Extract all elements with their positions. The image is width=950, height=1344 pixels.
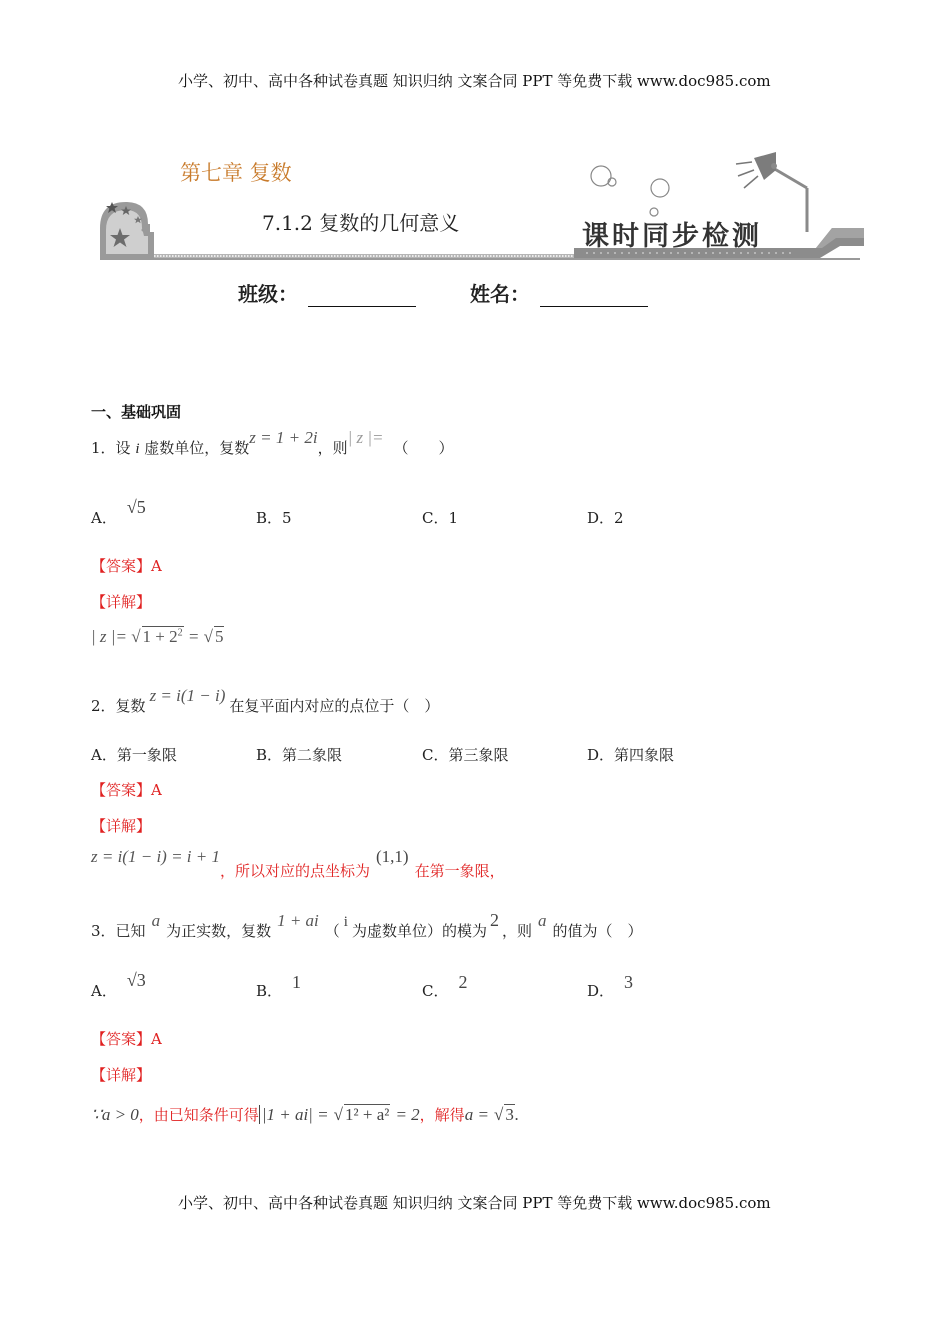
name-field[interactable]	[470, 278, 648, 307]
option-b[interactable]	[256, 972, 302, 1001]
option-label: D．	[587, 982, 615, 1000]
option-value: 5	[282, 509, 292, 527]
answer-tag: 【答案】	[91, 781, 152, 799]
option-label: D．	[587, 509, 615, 527]
question-2-stem	[91, 686, 440, 716]
question-number: 2．	[91, 697, 116, 715]
option-value: 3	[624, 972, 634, 992]
star-badge-icon	[100, 202, 154, 258]
brand-title: 课时同步检测	[582, 221, 762, 252]
chapter-title: 第七章 复数	[180, 161, 292, 185]
class-blank[interactable]	[308, 286, 416, 307]
option-label: A．	[91, 982, 117, 1000]
option-value: 第二象限	[282, 746, 343, 764]
exponent: 2	[177, 627, 183, 639]
math-complex: 1 + ai	[277, 911, 319, 930]
math-eq: =	[187, 627, 200, 646]
explanation-2	[91, 846, 505, 880]
explain-tag-1: 【详解】	[91, 593, 152, 611]
option-label: B．	[256, 509, 283, 527]
answer-value: A	[151, 781, 162, 799]
option-value: 第三象限	[448, 746, 509, 764]
radicand: 1² + a²	[345, 1105, 390, 1124]
option-label: B．	[256, 746, 283, 764]
name-blank[interactable]	[540, 286, 648, 307]
option-value: 2	[614, 509, 624, 527]
math-i: i	[135, 441, 140, 457]
page-header-text: 小学、初中、高中各种试卷真题 知识归纳 文案合同 PPT 等免费下载 www.doc985.com	[178, 72, 771, 90]
option-label: A．	[91, 746, 117, 764]
text: （	[324, 922, 340, 940]
option-b[interactable]	[256, 744, 342, 765]
text: 在复平面内对应的点位于（ ）	[229, 697, 440, 715]
math-a: a	[538, 911, 547, 930]
text: 复数	[115, 697, 146, 715]
math-result: 5	[214, 627, 224, 646]
question-number: 1．	[91, 439, 116, 457]
math-result: 3	[505, 1105, 514, 1124]
option-c[interactable]	[422, 972, 468, 1001]
answer-2	[91, 779, 162, 800]
option-value: 第四象限	[614, 746, 675, 764]
text: ，则	[317, 439, 348, 457]
lesson-title: 7.1.2 复数的几何意义	[262, 211, 460, 235]
math-premise: ∵a > 0	[91, 1105, 139, 1124]
math-two: 2	[489, 910, 499, 930]
math-z: z = i(1 − i)	[149, 686, 226, 705]
option-c[interactable]	[422, 744, 509, 765]
math-abs-z: | z |=	[347, 428, 384, 447]
option-d[interactable]	[587, 972, 634, 1001]
option-label: B．	[256, 982, 283, 1000]
blank-paren: （ ）	[393, 439, 454, 457]
section-title: 一、基础巩固	[91, 403, 182, 421]
class-label: 班级：	[238, 282, 298, 306]
question-3-stem	[91, 910, 643, 941]
math-point: (1,1)	[376, 847, 409, 866]
period: .	[514, 1105, 520, 1124]
explain-text: ，所以对应的点坐标为	[220, 862, 371, 880]
option-value: √5	[126, 497, 146, 517]
option-b[interactable]	[256, 507, 292, 528]
option-d[interactable]	[587, 507, 624, 528]
math-result-lhs: a =	[464, 1105, 489, 1124]
answer-3	[91, 1028, 162, 1049]
option-label: C．	[422, 509, 449, 527]
explain-text: ，解得	[419, 1106, 465, 1124]
page-footer-text: 小学、初中、高中各种试卷真题 知识归纳 文案合同 PPT 等免费下载 www.doc985.com	[178, 1194, 771, 1212]
question-1-stem	[91, 428, 454, 458]
answer-value: A	[151, 1030, 162, 1048]
option-c[interactable]	[422, 507, 458, 528]
option-label: D．	[587, 746, 615, 764]
option-d[interactable]	[587, 744, 674, 765]
option-a[interactable]	[91, 497, 146, 528]
explain-tag-3: 【详解】	[91, 1066, 152, 1084]
answer-value: A	[151, 557, 162, 575]
class-field[interactable]	[238, 278, 416, 307]
answer-tag: 【答案】	[91, 557, 152, 575]
text: 的值为（ ）	[552, 922, 643, 940]
text: 为虚数单位）的模为	[351, 922, 487, 940]
explain-text: 在第一象限，	[414, 862, 505, 880]
math-formula: z = i(1 − i) = i + 1	[91, 847, 220, 866]
math-eq: = 2	[395, 1105, 420, 1124]
explain-tag-2: 【详解】	[91, 817, 152, 835]
math-a: a	[151, 911, 161, 930]
option-value: 1	[448, 509, 459, 527]
math-i: i	[343, 914, 348, 930]
text: 设	[115, 439, 136, 457]
explanation-3: ∵a > 0，由已知条件可得 |1 + ai| = √ 1² + a² = 2，解得a = √ 3.	[91, 1105, 520, 1124]
math-lhs: | z |=	[91, 627, 127, 646]
option-value: 1	[292, 972, 302, 992]
question-3-options	[91, 968, 791, 998]
question-2-options	[91, 744, 791, 764]
option-a[interactable]	[91, 744, 177, 765]
math-z: z = 1 + 2i	[249, 428, 318, 447]
text: 为正实数，复数	[166, 922, 272, 940]
math-abs: |1 + ai| =	[259, 1105, 329, 1124]
text: ，则	[501, 922, 532, 940]
radicand: 1 + 2	[142, 627, 178, 646]
answer-1	[91, 555, 162, 576]
question-number: 3．	[91, 922, 116, 940]
option-label: A．	[91, 509, 117, 527]
option-label: C．	[422, 982, 449, 1000]
option-value: 2	[458, 972, 468, 992]
option-a[interactable]	[91, 970, 146, 1001]
option-label: C．	[422, 746, 449, 764]
explanation-1: | z |= √ $1 + 2^2$ = √ 5	[91, 627, 224, 646]
option-value: 第一象限	[116, 746, 177, 764]
option-value: √3	[126, 970, 146, 990]
bubbles-icon	[591, 166, 669, 216]
explain-text: ，由已知条件可得	[138, 1106, 259, 1124]
name-label: 姓名：	[470, 282, 530, 306]
text: 已知	[115, 922, 146, 940]
answer-tag: 【答案】	[91, 1030, 152, 1048]
text: 虚数单位，复数	[139, 439, 250, 457]
